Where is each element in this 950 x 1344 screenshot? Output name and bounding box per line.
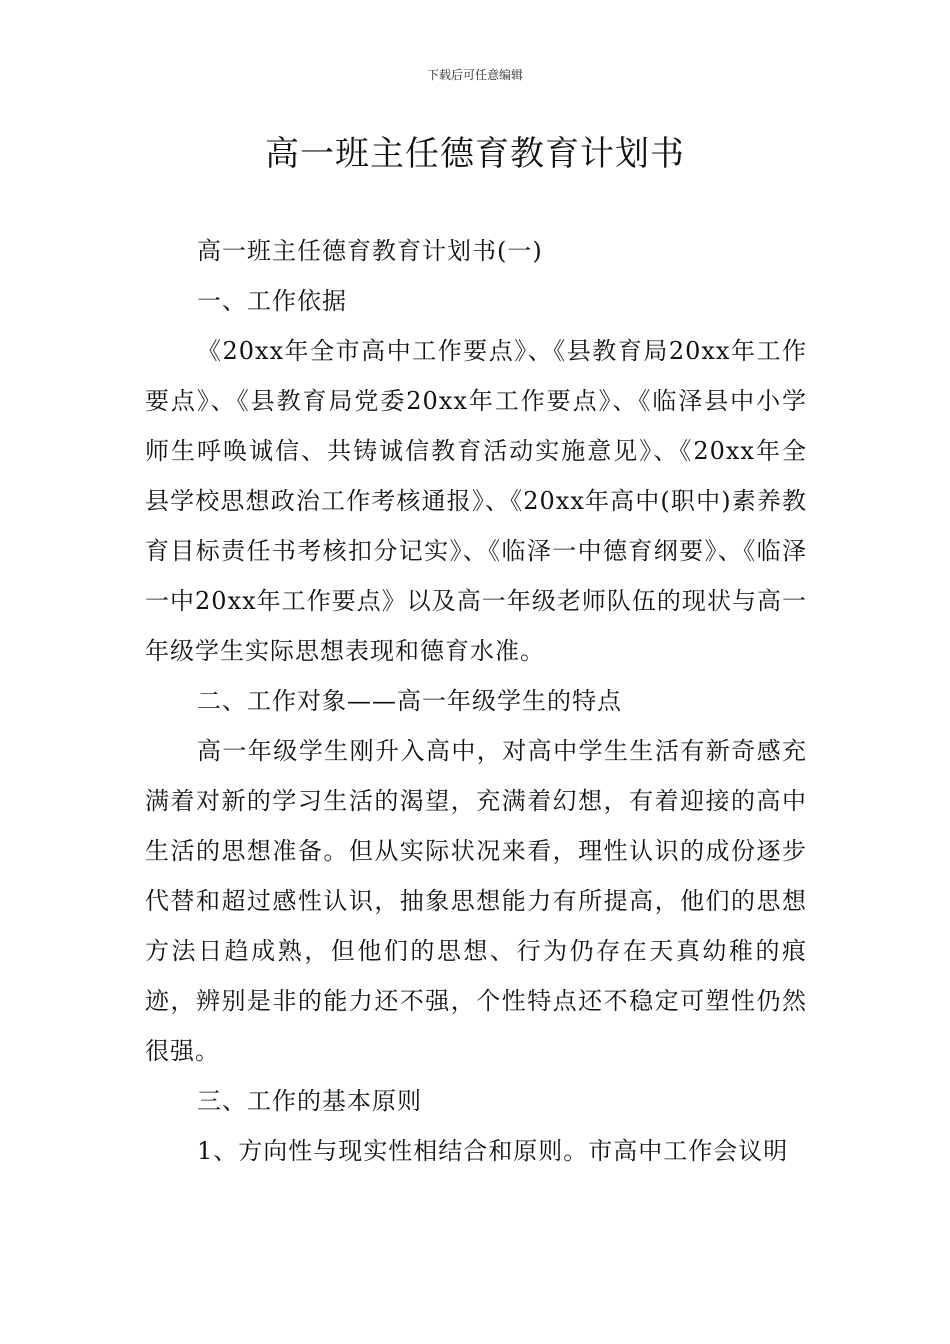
student-traits-paragraph: 高一年级学生刚升入高中，对高中学生生活有新奇感充满着对新的学习生活的渴望，充满着幻想，有着迎接的高中生活的思想准备。但从实际状况来看，理性认识的成份逐步代替和超过感性认识，抽象思想能力有所提高，他们的思想方法日趋成熟，但他们的思想、行为仍存在天真幼稚的痕迹，辨别是非的能力还不强，个性特点还不稳定可塑性仍然很强。 bbox=[145, 737, 807, 1065]
section-heading-basis: 一、工作依据 bbox=[197, 287, 347, 315]
basis-paragraph: 《20xx年全市高中工作要点》、《县教育局20xx年工作要点》、《县教育局党委20xx年工作要点》、《临泽县中小学师生呼唤诚信、共铸诚信教育活动实施意见》、《20xx年全县学校思想政治工作考核通报》、《20xx年高中(职中)素养教育目标责任书考核扣分记实》、《临泽一中德育纲要》、《临泽一中20xx年工作要点》以及高一年级老师队伍的现状与高一年级学生实际思想表现和德育水准。 bbox=[145, 337, 807, 665]
section-heading-target: 二、工作对象——高一年级学生的特点 bbox=[197, 687, 622, 715]
document-title: 高一班主任德育教育计划书 bbox=[265, 134, 685, 174]
principle-item-1: 1、方向性与现实性相结合和原则。市高中工作会议明 bbox=[197, 1137, 789, 1165]
page-header-note: 下载后可任意编辑 bbox=[426, 68, 523, 82]
document-body bbox=[145, 226, 807, 1176]
section-heading-principles: 三、工作的基本原则 bbox=[197, 1087, 422, 1115]
subtitle-paragraph: 高一班主任德育教育计划书(一) bbox=[197, 237, 543, 265]
